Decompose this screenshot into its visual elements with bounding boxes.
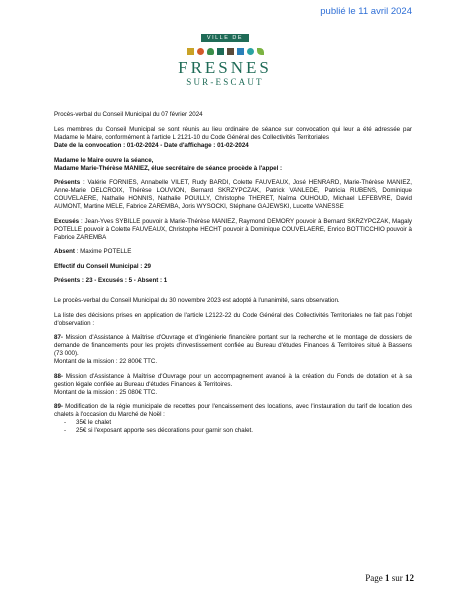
decisions-intro: La liste des décisions prises en application de l'article L2122-22 du Code Général des Collectivités Territoriales ne fait pas l'objet d'observation : bbox=[54, 311, 412, 327]
leaf-icon bbox=[257, 48, 264, 55]
flower-icon bbox=[197, 48, 204, 55]
present-label: Présents bbox=[54, 179, 81, 186]
present-list: : Valérie FORNIES, Annabelle VILET, Rudy BARDI, Colette FAUVEAUX, José HENRARD, Marie-Thérèse MANIEZ, Anne-Marie DELCROIX, Thérèse LOUVION, Bernard SKRZYPCZAK, Patrick VANLEDE, Patricia RUBENS, Dominique COUVELAERE, Nathalie HONNIS, Nathalie POUILLY, Christophe THERET, Naïma OUHOUD, Michael LEFEBVRE, David AUMONT, Martine MELE, Fabrice ZAREMBA, Joris WYSOCKI, Stéphane GAJEWSKI, Lucette VANESSE bbox=[54, 179, 412, 210]
castle-icon bbox=[187, 48, 194, 55]
fish-icon bbox=[247, 48, 254, 55]
decision-87-amount: Montant de la mission : 22 800€ TTC. bbox=[54, 358, 158, 365]
decision-87-number: 87- bbox=[54, 334, 63, 341]
tariff-item: - 25€ si l'exposant apporte ses décorations pour garnir son chalet. bbox=[64, 427, 412, 435]
decision-87-text: Mission d'Assistance à Maîtrise d'Ouvrage et d'ingénierie financière portant sur la recherche et le montage de dossiers de demande de financements pour les projets d'investissement confiée au Bureau d'études Finances & Territoires situé à Bassens (73 000). bbox=[54, 334, 412, 357]
publication-date: publié le 11 avril 2024 bbox=[320, 6, 412, 17]
tree-icon bbox=[207, 48, 214, 55]
decision-89 bbox=[54, 403, 412, 419]
house-icon bbox=[217, 48, 224, 55]
absent-list: : Maxime POTELLE bbox=[74, 248, 132, 255]
decision-89-number: 89- bbox=[54, 403, 63, 410]
excused-label: Excusés bbox=[54, 217, 80, 225]
mine-icon bbox=[227, 48, 234, 55]
opening-line-2: Madame Marie-Thérèse MANIEZ, élue secrétaire de séance procède à l'appel : bbox=[54, 164, 283, 172]
logo-subname: SUR-ESCAUT bbox=[186, 77, 264, 87]
present-paragraph bbox=[54, 179, 412, 211]
document-body bbox=[54, 111, 412, 435]
logo-icons bbox=[0, 48, 450, 55]
convocation-dates: Date de la convocation : 01-02-2024 - Date d'affichage : 01-02-2024 bbox=[54, 141, 249, 149]
absent-paragraph bbox=[54, 248, 412, 256]
town-logo bbox=[0, 26, 450, 87]
decision-88-amount: Montant de la mission : 25 080€ TTC. bbox=[54, 388, 158, 396]
excused-paragraph bbox=[54, 218, 412, 242]
excused-list: : Jean-Yves SYBILLE pouvoir à Marie-Thérèse MANIEZ, Raymond DEMORY pouvoir à Bernard SKRZYPCZAK, Magaly POTELLE pouvoir à Colette FAUVEAUX, Christophe HECHT pouvoir à Dominique COUVELAERE, Enrico BOTTICCHIO pouvoir à Fabrice ZAREMBA bbox=[54, 217, 412, 241]
attendance-counts: Présents : 23 - Excusés : 5 - Absent : 1 bbox=[54, 277, 168, 284]
intro-paragraph bbox=[54, 126, 412, 150]
logo-name: FRESNES bbox=[178, 58, 272, 77]
decision-89-text: Modification de la régie municipale de recettes pour l'encaissement des locations, avec l'instauration du tarif de location des chalets à l'occasion du Marché de Noël : bbox=[54, 403, 412, 418]
page-word: Page bbox=[365, 573, 383, 583]
logo-ribbon: VILLE DE bbox=[201, 34, 249, 42]
effectif: Effectif du Conseil Municipal : 29 bbox=[54, 262, 151, 270]
decision-88-text: Mission d'Assistance à Maîtrise d'Ouvrage pour un accompagnement avancé à la création du Fonds de dotation et à sa gestion légale confiée au Bureau d'études Finances & Territoires. bbox=[54, 372, 412, 388]
church-icon bbox=[237, 48, 244, 55]
document-title: Procès-verbal du Conseil Municipal du 07 février 2024 bbox=[54, 111, 203, 118]
opening bbox=[54, 157, 412, 173]
tariff-item: - 35€ le chalet bbox=[64, 419, 412, 427]
decision-89-tariffs bbox=[54, 419, 412, 435]
absent-label: Absent bbox=[54, 248, 75, 255]
page-number: 1 bbox=[385, 573, 390, 583]
intro-text: Les membres du Conseil Municipal se sont réunis au lieu ordinaire de séance sur convocation qui leur a été adressée par Madame le Maire, conformément à l'article L 2121-10 du Code Général des Collectivités Territoriales bbox=[54, 125, 412, 141]
decision-88-number: 88- bbox=[54, 372, 63, 380]
decision-87 bbox=[54, 334, 412, 366]
of-word: sur bbox=[391, 573, 403, 583]
page-total: 12 bbox=[405, 573, 414, 583]
decision-88 bbox=[54, 373, 412, 397]
page-footer bbox=[365, 573, 414, 583]
pv-adopted: Le procès-verbal du Conseil Municipal du 30 novembre 2023 est adopté à l'unanimité, sans observation. bbox=[54, 297, 340, 304]
opening-line-1: Madame le Maire ouvre la séance, bbox=[54, 156, 154, 164]
